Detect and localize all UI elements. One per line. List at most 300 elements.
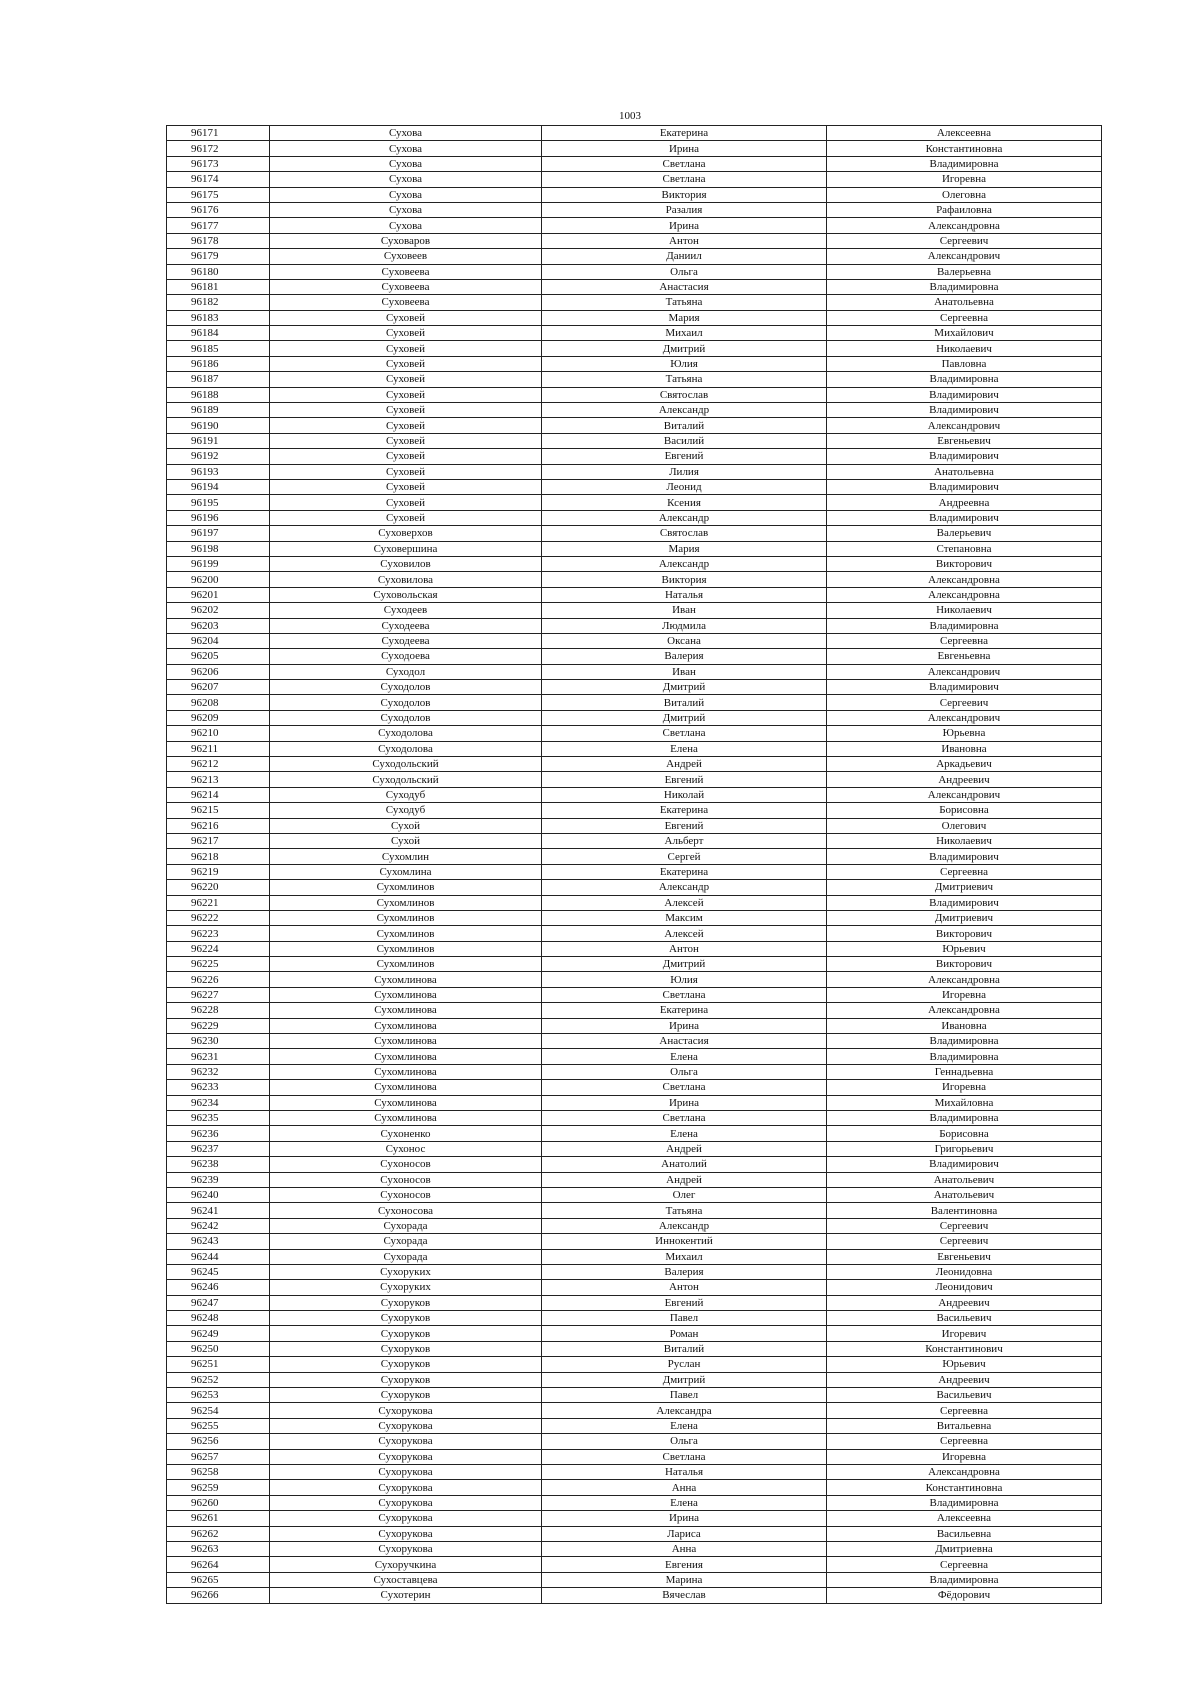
- table-row: [167, 803, 1102, 818]
- table-row: [167, 310, 1102, 325]
- last-name-cell: Суховей: [270, 510, 542, 525]
- last-name-cell: Суховей: [270, 479, 542, 494]
- first-name-cell: Мария: [542, 541, 827, 556]
- table-row: [167, 1526, 1102, 1541]
- patronymic-cell: Васильевич: [827, 1311, 1102, 1326]
- patronymic-cell: Александровна: [827, 1003, 1102, 1018]
- record-number-cell: 96241: [167, 1203, 270, 1218]
- patronymic-cell: Александрович: [827, 710, 1102, 725]
- record-number-cell: 96208: [167, 695, 270, 710]
- patronymic-cell: Евгеньевна: [827, 649, 1102, 664]
- last-name-cell: Сухорада: [270, 1249, 542, 1264]
- first-name-cell: Альберт: [542, 833, 827, 848]
- first-name-cell: Елена: [542, 1418, 827, 1433]
- last-name-cell: Суховей: [270, 372, 542, 387]
- patronymic-cell: Александрович: [827, 664, 1102, 679]
- table-row: [167, 572, 1102, 587]
- record-number-cell: 96203: [167, 618, 270, 633]
- patronymic-cell: Сергеевич: [827, 1234, 1102, 1249]
- record-number-cell: 96176: [167, 202, 270, 217]
- record-number-cell: 96174: [167, 172, 270, 187]
- table-row: [167, 156, 1102, 171]
- last-name-cell: Сухоруков: [270, 1326, 542, 1341]
- first-name-cell: Антон: [542, 233, 827, 248]
- last-name-cell: Сухоставцева: [270, 1572, 542, 1587]
- last-name-cell: Сухомлинов: [270, 926, 542, 941]
- table-row: [167, 356, 1102, 371]
- patronymic-cell: Игоревна: [827, 1080, 1102, 1095]
- table-row: [167, 987, 1102, 1002]
- table-row: [167, 126, 1102, 141]
- table-row: [167, 1449, 1102, 1464]
- table-row: [167, 710, 1102, 725]
- record-number-cell: 96236: [167, 1126, 270, 1141]
- patronymic-cell: Евгеньевич: [827, 433, 1102, 448]
- first-name-cell: Александр: [542, 510, 827, 525]
- patronymic-cell: Юрьевич: [827, 941, 1102, 956]
- last-name-cell: Суховеев: [270, 249, 542, 264]
- patronymic-cell: Дмитриевна: [827, 1541, 1102, 1556]
- last-name-cell: Сухова: [270, 126, 542, 141]
- table-row: [167, 372, 1102, 387]
- patronymic-cell: Николаевич: [827, 833, 1102, 848]
- patronymic-cell: Владимирович: [827, 1157, 1102, 1172]
- first-name-cell: Александр: [542, 556, 827, 571]
- first-name-cell: Леонид: [542, 479, 827, 494]
- patronymic-cell: Сергеевич: [827, 233, 1102, 248]
- patronymic-cell: Леонидович: [827, 1280, 1102, 1295]
- patronymic-cell: Аркадьевич: [827, 757, 1102, 772]
- last-name-cell: Сухомлинов: [270, 910, 542, 925]
- patronymic-cell: Александровна: [827, 587, 1102, 602]
- patronymic-cell: Владимировна: [827, 279, 1102, 294]
- last-name-cell: Сухомлин: [270, 849, 542, 864]
- record-number-cell: 96190: [167, 418, 270, 433]
- first-name-cell: Светлана: [542, 1111, 827, 1126]
- last-name-cell: Сухорукова: [270, 1526, 542, 1541]
- last-name-cell: Сухорукова: [270, 1464, 542, 1479]
- first-name-cell: Дмитрий: [542, 1372, 827, 1387]
- record-number-cell: 96228: [167, 1003, 270, 1018]
- patronymic-cell: Геннадьевна: [827, 1064, 1102, 1079]
- first-name-cell: Андрей: [542, 1172, 827, 1187]
- first-name-cell: Дмитрий: [542, 341, 827, 356]
- last-name-cell: Суходеев: [270, 603, 542, 618]
- table-row: [167, 1264, 1102, 1279]
- patronymic-cell: Владимирович: [827, 849, 1102, 864]
- table-row: [167, 479, 1102, 494]
- record-number-cell: 96210: [167, 726, 270, 741]
- record-number-cell: 96233: [167, 1080, 270, 1095]
- first-name-cell: Анатолий: [542, 1157, 827, 1172]
- last-name-cell: Сухомлинова: [270, 1111, 542, 1126]
- patronymic-cell: Дмитриевич: [827, 910, 1102, 925]
- patronymic-cell: Владимировна: [827, 1049, 1102, 1064]
- first-name-cell: Иван: [542, 603, 827, 618]
- record-number-cell: 96250: [167, 1341, 270, 1356]
- record-number-cell: 96262: [167, 1526, 270, 1541]
- last-name-cell: Сухотерин: [270, 1588, 542, 1603]
- record-number-cell: 96191: [167, 433, 270, 448]
- record-number-cell: 96189: [167, 403, 270, 418]
- table-row: [167, 1372, 1102, 1387]
- first-name-cell: Наталья: [542, 1464, 827, 1479]
- patronymic-cell: Викторович: [827, 556, 1102, 571]
- last-name-cell: Сухоручкина: [270, 1557, 542, 1572]
- table-row: [167, 1480, 1102, 1495]
- table-row: [167, 1572, 1102, 1587]
- record-number-cell: 96206: [167, 664, 270, 679]
- record-number-cell: 96258: [167, 1464, 270, 1479]
- table-row: [167, 202, 1102, 217]
- record-number-cell: 96183: [167, 310, 270, 325]
- table-row: [167, 1064, 1102, 1079]
- last-name-cell: Сухомлинова: [270, 1034, 542, 1049]
- record-number-cell: 96247: [167, 1295, 270, 1310]
- record-number-cell: 96181: [167, 279, 270, 294]
- first-name-cell: Ирина: [542, 1018, 827, 1033]
- record-number-cell: 96204: [167, 633, 270, 648]
- record-number-cell: 96222: [167, 910, 270, 925]
- table-row: [167, 664, 1102, 679]
- record-number-cell: 96257: [167, 1449, 270, 1464]
- patronymic-cell: Павловна: [827, 356, 1102, 371]
- patronymic-cell: Николаевич: [827, 341, 1102, 356]
- patronymic-cell: Сергеевна: [827, 310, 1102, 325]
- record-number-cell: 96214: [167, 787, 270, 802]
- table-row: [167, 941, 1102, 956]
- first-name-cell: Ксения: [542, 495, 827, 510]
- first-name-cell: Ольга: [542, 1434, 827, 1449]
- first-name-cell: Екатерина: [542, 803, 827, 818]
- last-name-cell: Суховей: [270, 341, 542, 356]
- patronymic-cell: Владимировна: [827, 1572, 1102, 1587]
- first-name-cell: Александра: [542, 1403, 827, 1418]
- first-name-cell: Ольга: [542, 1064, 827, 1079]
- patronymic-cell: Андреевич: [827, 772, 1102, 787]
- first-name-cell: Анастасия: [542, 1034, 827, 1049]
- table-row: [167, 1464, 1102, 1479]
- last-name-cell: Сухой: [270, 833, 542, 848]
- first-name-cell: Евгений: [542, 1295, 827, 1310]
- patronymic-cell: Сергеевич: [827, 695, 1102, 710]
- record-number-cell: 96180: [167, 264, 270, 279]
- last-name-cell: Сухоненко: [270, 1126, 542, 1141]
- patronymic-cell: Владимирович: [827, 387, 1102, 402]
- first-name-cell: Михаил: [542, 1249, 827, 1264]
- last-name-cell: Сухой: [270, 818, 542, 833]
- table-row: [167, 1280, 1102, 1295]
- table-row: [167, 849, 1102, 864]
- record-number-cell: 96224: [167, 941, 270, 956]
- record-number-cell: 96202: [167, 603, 270, 618]
- last-name-cell: Суховей: [270, 449, 542, 464]
- last-name-cell: Суходолова: [270, 741, 542, 756]
- last-name-cell: Сухомлинов: [270, 941, 542, 956]
- patronymic-cell: Борисовна: [827, 1126, 1102, 1141]
- record-number-cell: 96185: [167, 341, 270, 356]
- patronymic-cell: Владимирович: [827, 510, 1102, 525]
- last-name-cell: Сухорукова: [270, 1480, 542, 1495]
- record-number-cell: 96172: [167, 141, 270, 156]
- first-name-cell: Дмитрий: [542, 680, 827, 695]
- patronymic-cell: Валентиновна: [827, 1203, 1102, 1218]
- table-row: [167, 1557, 1102, 1572]
- record-number-cell: 96178: [167, 233, 270, 248]
- first-name-cell: Павел: [542, 1311, 827, 1326]
- last-name-cell: Сухомлинова: [270, 1049, 542, 1064]
- patronymic-cell: Олеговна: [827, 187, 1102, 202]
- record-number-cell: 96255: [167, 1418, 270, 1433]
- last-name-cell: Сухова: [270, 187, 542, 202]
- record-number-cell: 96205: [167, 649, 270, 664]
- patronymic-cell: Сергеевна: [827, 864, 1102, 879]
- table-row: [167, 880, 1102, 895]
- first-name-cell: Иннокентий: [542, 1234, 827, 1249]
- first-name-cell: Ольга: [542, 264, 827, 279]
- patronymic-cell: Алексеевна: [827, 126, 1102, 141]
- record-number-cell: 96217: [167, 833, 270, 848]
- table-row: [167, 1295, 1102, 1310]
- patronymic-cell: Алексеевна: [827, 1511, 1102, 1526]
- patronymic-cell: Анатольевна: [827, 295, 1102, 310]
- last-name-cell: Сухоруков: [270, 1295, 542, 1310]
- patronymic-cell: Николаевич: [827, 603, 1102, 618]
- table-row: [167, 141, 1102, 156]
- record-number-cell: 96186: [167, 356, 270, 371]
- table-row: [167, 1388, 1102, 1403]
- record-number-cell: 96207: [167, 680, 270, 695]
- patronymic-cell: Владимировна: [827, 372, 1102, 387]
- last-name-cell: Сухорукова: [270, 1403, 542, 1418]
- first-name-cell: Вячеслав: [542, 1588, 827, 1603]
- table-row: [167, 326, 1102, 341]
- first-name-cell: Олег: [542, 1187, 827, 1202]
- first-name-cell: Елена: [542, 1495, 827, 1510]
- record-number-cell: 96245: [167, 1264, 270, 1279]
- first-name-cell: Светлана: [542, 987, 827, 1002]
- table-row: [167, 264, 1102, 279]
- record-number-cell: 96261: [167, 1511, 270, 1526]
- table-row: [167, 1172, 1102, 1187]
- record-number-cell: 96223: [167, 926, 270, 941]
- last-name-cell: Суховей: [270, 387, 542, 402]
- record-number-cell: 96231: [167, 1049, 270, 1064]
- last-name-cell: Сухомлинов: [270, 957, 542, 972]
- first-name-cell: Елена: [542, 1126, 827, 1141]
- patronymic-cell: Владимировна: [827, 156, 1102, 171]
- first-name-cell: Виктория: [542, 572, 827, 587]
- record-number-cell: 96187: [167, 372, 270, 387]
- table-row: [167, 757, 1102, 772]
- table-row: [167, 279, 1102, 294]
- patronymic-cell: Игоревич: [827, 1326, 1102, 1341]
- first-name-cell: Светлана: [542, 172, 827, 187]
- record-number-cell: 96259: [167, 1480, 270, 1495]
- patronymic-cell: Владимировна: [827, 618, 1102, 633]
- first-name-cell: Евгения: [542, 1557, 827, 1572]
- first-name-cell: Евгений: [542, 772, 827, 787]
- table-row: [167, 1080, 1102, 1095]
- record-number-cell: 96179: [167, 249, 270, 264]
- table-row: [167, 1203, 1102, 1218]
- table-row: [167, 418, 1102, 433]
- last-name-cell: Сухова: [270, 218, 542, 233]
- last-name-cell: Суходолова: [270, 726, 542, 741]
- table-row: [167, 526, 1102, 541]
- patronymic-cell: Леонидовна: [827, 1264, 1102, 1279]
- table-row: [167, 1141, 1102, 1156]
- last-name-cell: Суховеева: [270, 264, 542, 279]
- last-name-cell: Суховаров: [270, 233, 542, 248]
- table-row: [167, 1218, 1102, 1233]
- first-name-cell: Светлана: [542, 156, 827, 171]
- patronymic-cell: Витальевна: [827, 1418, 1102, 1433]
- last-name-cell: Суходеева: [270, 633, 542, 648]
- record-number-cell: 96256: [167, 1434, 270, 1449]
- record-number-cell: 96240: [167, 1187, 270, 1202]
- first-name-cell: Татьяна: [542, 295, 827, 310]
- last-name-cell: Суховей: [270, 464, 542, 479]
- record-number-cell: 96242: [167, 1218, 270, 1233]
- record-number-cell: 96237: [167, 1141, 270, 1156]
- record-number-cell: 96195: [167, 495, 270, 510]
- table-row: [167, 387, 1102, 402]
- last-name-cell: Суховей: [270, 433, 542, 448]
- first-name-cell: Виталий: [542, 1341, 827, 1356]
- table-row: [167, 680, 1102, 695]
- table-row: [167, 895, 1102, 910]
- patronymic-cell: Юрьевна: [827, 726, 1102, 741]
- patronymic-cell: Андреевна: [827, 495, 1102, 510]
- patronymic-cell: Владимирович: [827, 449, 1102, 464]
- record-number-cell: 96194: [167, 479, 270, 494]
- record-number-cell: 96230: [167, 1034, 270, 1049]
- first-name-cell: Елена: [542, 741, 827, 756]
- table-row: [167, 233, 1102, 248]
- last-name-cell: Суходуб: [270, 787, 542, 802]
- table-row: [167, 1326, 1102, 1341]
- first-name-cell: Ирина: [542, 1511, 827, 1526]
- table-row: [167, 433, 1102, 448]
- first-name-cell: Дмитрий: [542, 710, 827, 725]
- last-name-cell: Сухомлинова: [270, 987, 542, 1002]
- first-name-cell: Святослав: [542, 526, 827, 541]
- table-row: [167, 1234, 1102, 1249]
- patronymic-cell: Игоревна: [827, 1449, 1102, 1464]
- last-name-cell: Суховеева: [270, 295, 542, 310]
- patronymic-cell: Олегович: [827, 818, 1102, 833]
- record-number-cell: 96215: [167, 803, 270, 818]
- record-number-cell: 96235: [167, 1111, 270, 1126]
- patronymic-cell: Валерьевич: [827, 526, 1102, 541]
- last-name-cell: Сухонос: [270, 1141, 542, 1156]
- patronymic-cell: Сергеевна: [827, 1434, 1102, 1449]
- last-name-cell: Сухова: [270, 141, 542, 156]
- table-row: [167, 403, 1102, 418]
- patronymic-cell: Борисовна: [827, 803, 1102, 818]
- table-row: [167, 1249, 1102, 1264]
- table-row: [167, 603, 1102, 618]
- first-name-cell: Сергей: [542, 849, 827, 864]
- table-row: [167, 1541, 1102, 1556]
- last-name-cell: Суховилова: [270, 572, 542, 587]
- table-row: [167, 1511, 1102, 1526]
- record-number-cell: 96173: [167, 156, 270, 171]
- table-row: [167, 926, 1102, 941]
- table-row: [167, 1495, 1102, 1510]
- patronymic-cell: Анатольевна: [827, 464, 1102, 479]
- patronymic-cell: Михайлович: [827, 326, 1102, 341]
- last-name-cell: Сухоносов: [270, 1157, 542, 1172]
- last-name-cell: Суходоева: [270, 649, 542, 664]
- record-number-cell: 96212: [167, 757, 270, 772]
- record-number-cell: 96254: [167, 1403, 270, 1418]
- patronymic-cell: Александрович: [827, 418, 1102, 433]
- table-row: [167, 1111, 1102, 1126]
- table-row: [167, 695, 1102, 710]
- record-number-cell: 96238: [167, 1157, 270, 1172]
- table-row: [167, 218, 1102, 233]
- patronymic-cell: Владимирович: [827, 479, 1102, 494]
- first-name-cell: Иван: [542, 664, 827, 679]
- first-name-cell: Валерия: [542, 1264, 827, 1279]
- first-name-cell: Наталья: [542, 587, 827, 602]
- first-name-cell: Руслан: [542, 1357, 827, 1372]
- patronymic-cell: Андреевич: [827, 1295, 1102, 1310]
- table-row: [167, 1018, 1102, 1033]
- page-number: 1003: [619, 110, 641, 122]
- patronymic-cell: Владимировна: [827, 1495, 1102, 1510]
- table-row: [167, 818, 1102, 833]
- last-name-cell: Суховей: [270, 310, 542, 325]
- record-number-cell: 96243: [167, 1234, 270, 1249]
- record-number-cell: 96184: [167, 326, 270, 341]
- table-row: [167, 510, 1102, 525]
- patronymic-cell: Александрович: [827, 787, 1102, 802]
- patronymic-cell: Юрьевич: [827, 1357, 1102, 1372]
- table-row: [167, 1311, 1102, 1326]
- last-name-cell: Сухоруков: [270, 1357, 542, 1372]
- table-row: [167, 172, 1102, 187]
- last-name-cell: Суховеева: [270, 279, 542, 294]
- first-name-cell: Василий: [542, 433, 827, 448]
- first-name-cell: Оксана: [542, 633, 827, 648]
- last-name-cell: Сухорукова: [270, 1511, 542, 1526]
- patronymic-cell: Владимирович: [827, 895, 1102, 910]
- last-name-cell: Сухоруков: [270, 1341, 542, 1356]
- record-number-cell: 96221: [167, 895, 270, 910]
- first-name-cell: Михаил: [542, 326, 827, 341]
- last-name-cell: Сухоруких: [270, 1280, 542, 1295]
- last-name-cell: Суховольская: [270, 587, 542, 602]
- last-name-cell: Сухоносов: [270, 1187, 542, 1202]
- table-row: [167, 741, 1102, 756]
- first-name-cell: Разалия: [542, 202, 827, 217]
- table-row: [167, 726, 1102, 741]
- table-row: [167, 1418, 1102, 1433]
- last-name-cell: Сухомлинова: [270, 1018, 542, 1033]
- record-number-cell: 96218: [167, 849, 270, 864]
- table-row: [167, 1341, 1102, 1356]
- table-row: [167, 1049, 1102, 1064]
- record-number-cell: 96234: [167, 1095, 270, 1110]
- table-row: [167, 910, 1102, 925]
- last-name-cell: Суходольский: [270, 772, 542, 787]
- patronymic-cell: Владимирович: [827, 403, 1102, 418]
- record-number-cell: 96219: [167, 864, 270, 879]
- table-row: [167, 341, 1102, 356]
